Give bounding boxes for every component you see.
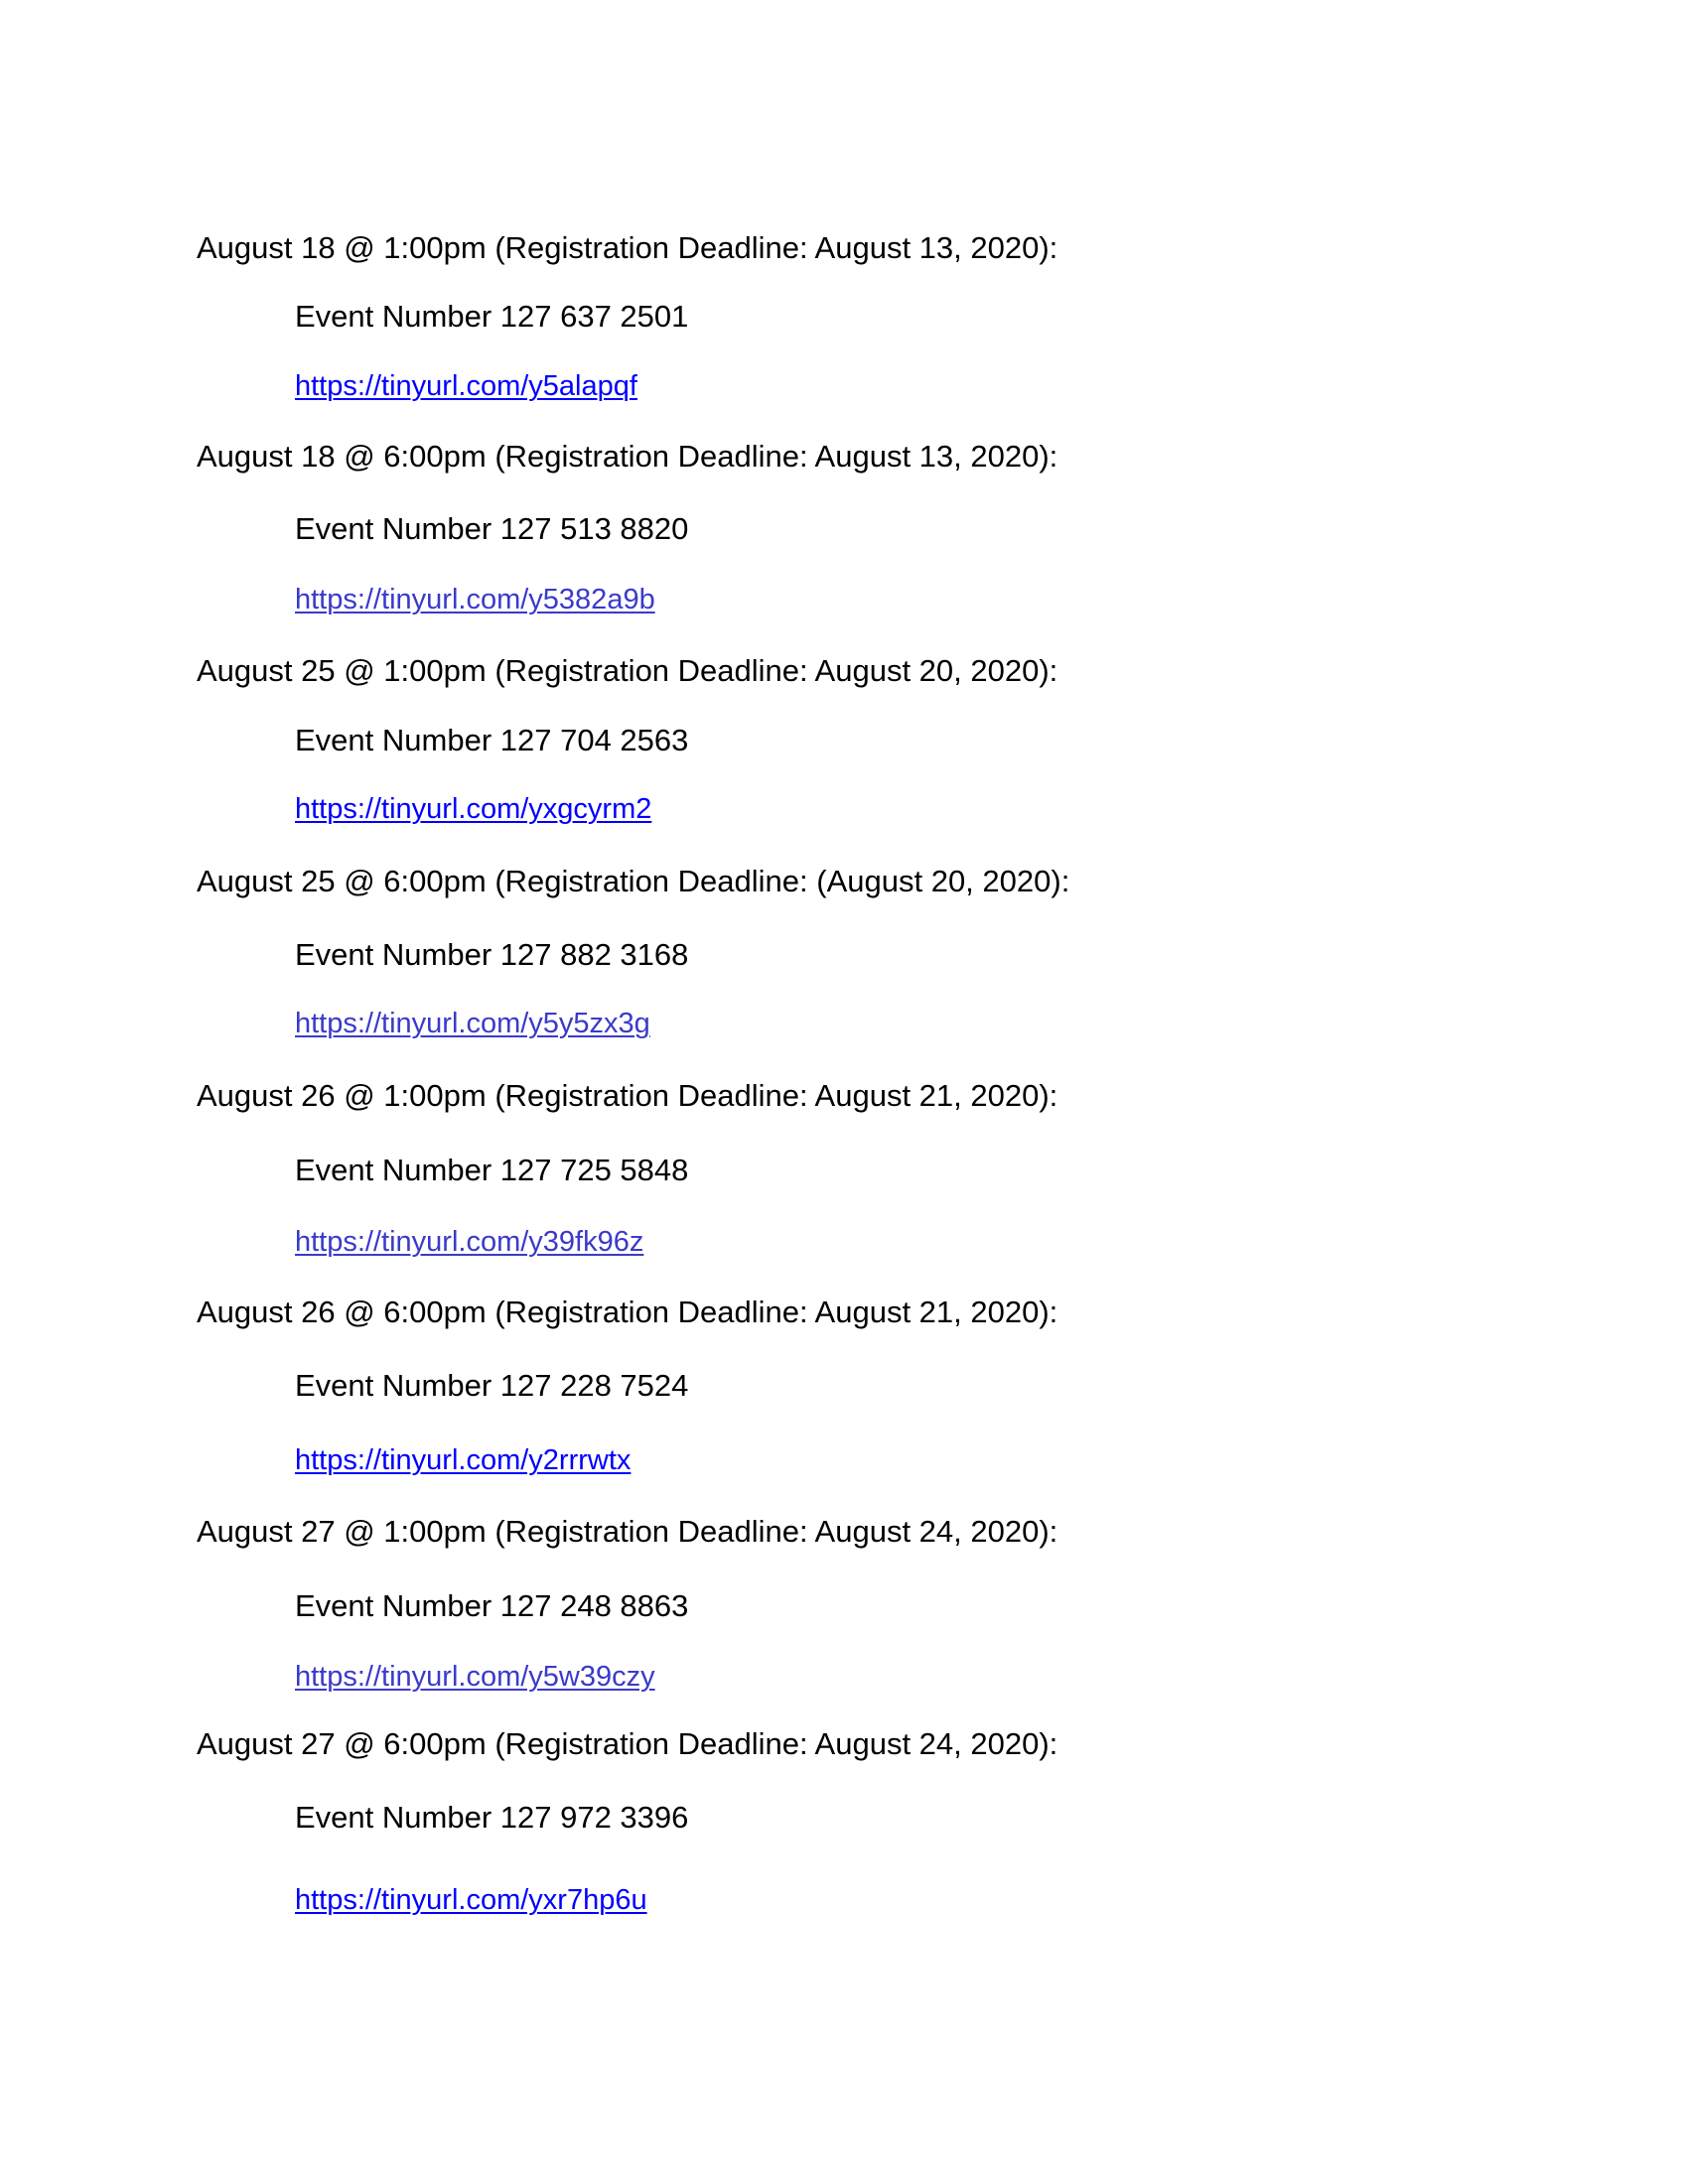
session-heading: August 18 @ 1:00pm (Registration Deadline: August 13, 2020):	[197, 230, 1058, 265]
event-number: Event Number 127 704 2563	[295, 723, 689, 757]
registration-link[interactable]: https://tinyurl.com/y39fk96z	[295, 1226, 644, 1258]
registration-link[interactable]: https://tinyurl.com/yxr7hp6u	[295, 1884, 647, 1916]
event-number: Event Number 127 972 3396	[295, 1800, 689, 1835]
session-heading: August 25 @ 6:00pm (Registration Deadline: (August 20, 2020):	[197, 864, 1070, 898]
event-number: Event Number 127 228 7524	[295, 1368, 689, 1403]
registration-link[interactable]: https://tinyurl.com/yxgcyrm2	[295, 793, 652, 825]
registration-link[interactable]: https://tinyurl.com/y5alapqf	[295, 370, 637, 402]
registration-link[interactable]: https://tinyurl.com/y2rrrwtx	[295, 1444, 632, 1476]
event-number: Event Number 127 725 5848	[295, 1153, 689, 1187]
event-number: Event Number 127 513 8820	[295, 511, 689, 546]
event-number: Event Number 127 637 2501	[295, 299, 689, 334]
registration-link[interactable]: https://tinyurl.com/y5y5zx3g	[295, 1008, 650, 1039]
session-heading: August 27 @ 6:00pm (Registration Deadline: August 24, 2020):	[197, 1726, 1058, 1761]
event-number: Event Number 127 882 3168	[295, 937, 689, 972]
event-number: Event Number 127 248 8863	[295, 1588, 689, 1623]
session-heading: August 26 @ 1:00pm (Registration Deadline: August 21, 2020):	[197, 1078, 1058, 1113]
session-heading: August 26 @ 6:00pm (Registration Deadline: August 21, 2020):	[197, 1295, 1058, 1329]
registration-link[interactable]: https://tinyurl.com/y5w39czy	[295, 1661, 655, 1693]
session-heading: August 25 @ 1:00pm (Registration Deadline: August 20, 2020):	[197, 653, 1058, 688]
session-heading: August 27 @ 1:00pm (Registration Deadline: August 24, 2020):	[197, 1514, 1058, 1549]
registration-link[interactable]: https://tinyurl.com/y5382a9b	[295, 584, 655, 615]
session-heading: August 18 @ 6:00pm (Registration Deadline: August 13, 2020):	[197, 439, 1058, 474]
